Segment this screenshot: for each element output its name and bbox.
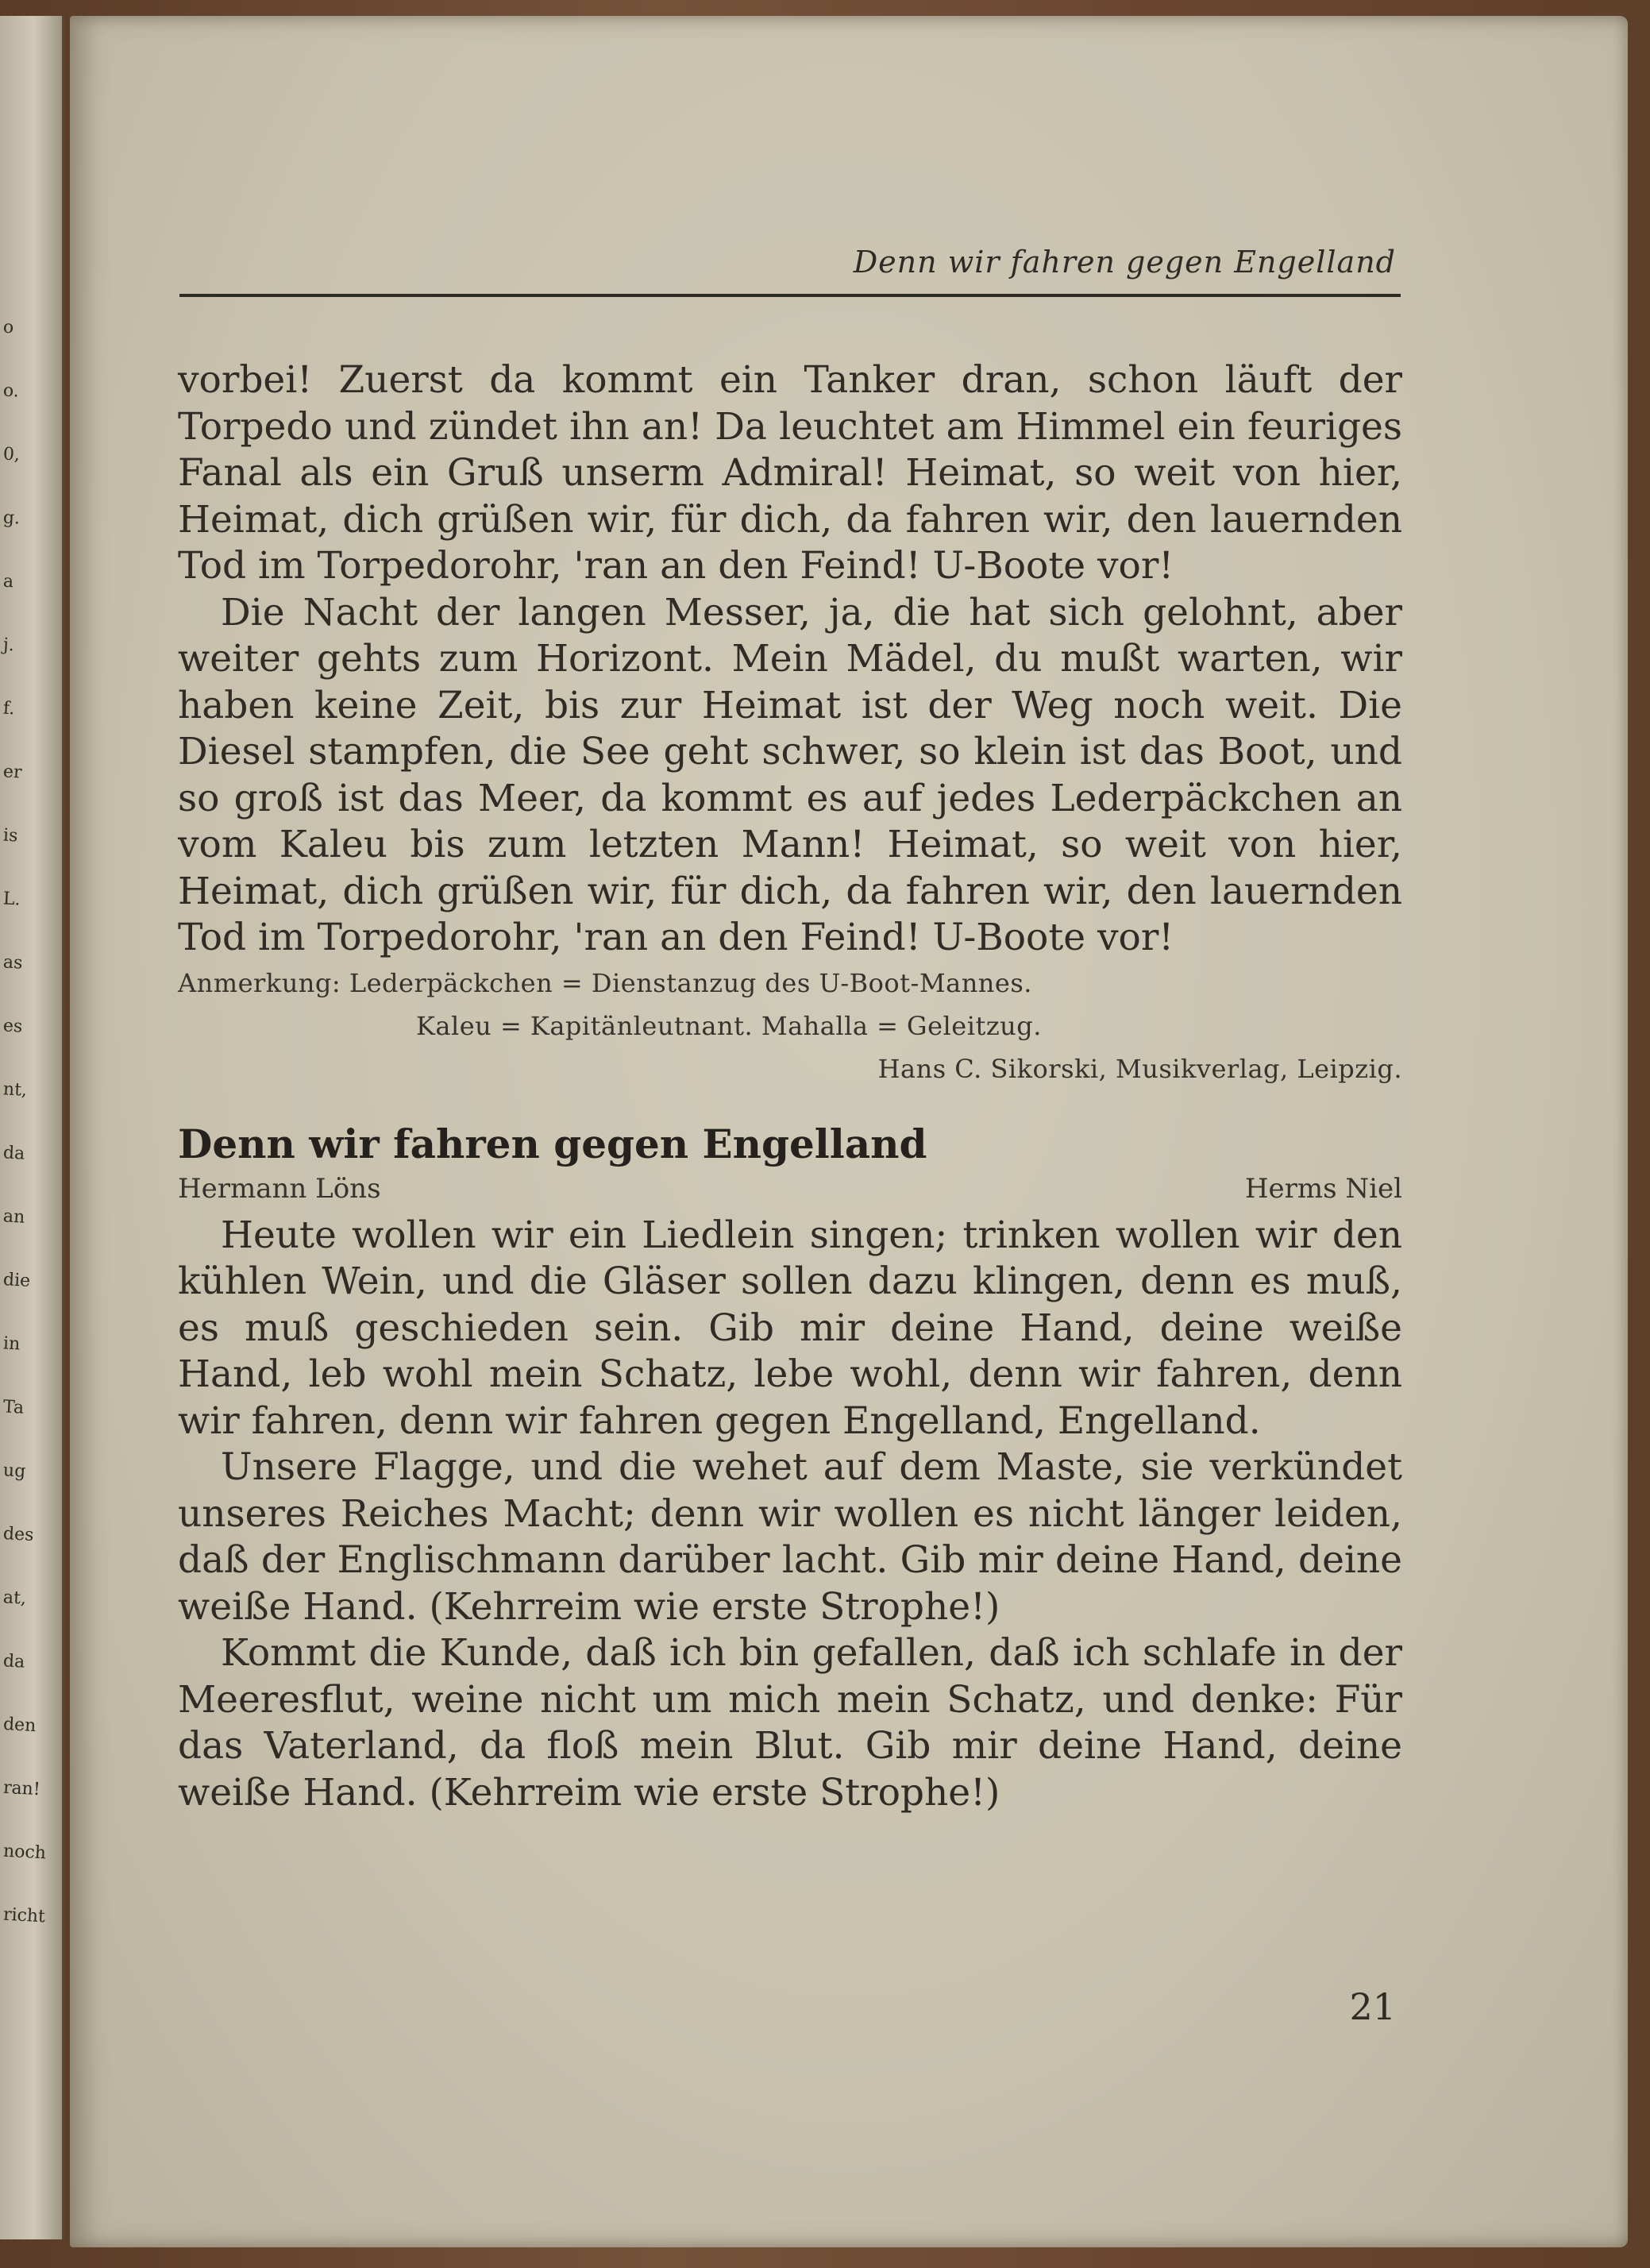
- previous-page-fragment: is: [2, 825, 18, 847]
- footnote: [178, 962, 1402, 1090]
- previous-page-fragment: er: [2, 762, 23, 783]
- previous-page-fragment: da: [2, 1143, 25, 1164]
- previous-page-fragment: da: [2, 1651, 25, 1672]
- previous-page-fragment: a: [2, 571, 14, 592]
- previous-page-fragment: in: [2, 1333, 21, 1355]
- previous-page-fragment: ug: [2, 1460, 26, 1482]
- book-page: [70, 16, 1628, 2247]
- running-head: Denn wir fahren gegen Engelland: [853, 245, 1396, 280]
- composer: Herms Niel: [1244, 1172, 1402, 1205]
- previous-page-fragment: an: [2, 1206, 25, 1228]
- lyricist: Hermann Löns: [178, 1172, 381, 1205]
- stanza-continued: vorbei! Zuerst da kommt ein Tanker dran, schon läuft der Torpedo und zündet ihn an! Da leuchtet am Himmel ein feuriges Fanal als ein Gruß unserm Admiral! Heimat, so weit von hier, Heimat, dich grüßen wir, für dich, da fahren wir, den lauernden Tod im Torpedorohr, 'ran an den Feind! U-Boote vor!: [178, 358, 1402, 588]
- stanza: Die Nacht der langen Messer, ja, die hat sich gelohnt, aber weiter gehts zum Horizont. Mein Mädel, du mußt warten, wir haben keine Zeit, bis zur Heimat ist der Weg noch weit. Die Diesel stampfen, die See geht schwer, so klein ist das Boot, und so groß ist das Meer, da kommt es auf jedes Lederpäckchen an vom Kaleu bis zum letzten Mann! Heimat, so weit von hier, Heimat, dich grüßen wir, für dich, da fahren wir, den lauernden Tod im Torpedorohr, 'ran an den Feind! U-Boote vor!: [178, 590, 1402, 959]
- previous-page-fragment: des: [2, 1524, 35, 1545]
- previous-page-fragment: as: [2, 952, 24, 974]
- page-number: 21: [1349, 1985, 1396, 2028]
- previous-page-fragment: die: [2, 1270, 31, 1291]
- previous-page-edge: [0, 16, 64, 2239]
- previous-page-fragment: g.: [2, 507, 21, 529]
- footnote-line-1: Anmerkung: Lederpäckchen = Dienstanzug des U-Boot-Mannes.: [178, 967, 1032, 998]
- previous-page-fragment: Ta: [2, 1397, 25, 1418]
- header-rule: [179, 294, 1401, 297]
- song-stanza-2: Unsere Flagge, und die wehet auf dem Maste, sie verkündet unseres Reiches Macht; denn wir wollen es nicht länger leiden, daß der Englischmann darüber lacht. Gib mir deine Hand, deine weiße Hand. (Kehrreim wie erste Strophe!): [178, 1445, 1402, 1629]
- previous-page-fragment: ran!: [2, 1777, 41, 1800]
- previous-page-fragment: den: [2, 1714, 37, 1737]
- previous-page-fragment: at,: [2, 1587, 27, 1609]
- footnote-line-2: Kaleu = Kapitänleutnant. Mahalla = Geleitzug.: [416, 1010, 1042, 1041]
- previous-page-fragment: 0,: [2, 444, 21, 465]
- previous-page-fragment: richt: [2, 1904, 46, 1927]
- song-stanza-1: Heute wollen wir ein Liedlein singen; trinken wollen wir den kühlen Wein, und die Gläser sollen dazu klingen, denn es muß, es muß geschieden sein. Gib mir deine Hand, deine weiße Hand, leb wohl mein Schatz, lebe wohl, denn wir fahren, denn wir fahren, denn wir fahren gegen Engelland, Engelland.: [178, 1213, 1402, 1443]
- previous-page-fragment: f.: [2, 698, 16, 719]
- publisher-credit: Hans C. Sikorski, Musikverlag, Leipzig.: [877, 1053, 1402, 1084]
- song-stanza-3: Kommt die Kunde, daß ich bin gefallen, daß ich schlafe in der Meeresflut, weine nicht um mich mein Schatz, und denke: Für das Vaterland, da floß mein Blut. Gib mir deine Hand, deine weiße Hand. (Kehrreim wie erste Strophe!): [178, 1631, 1402, 1815]
- song-title: Denn wir fahren gegen Engelland: [178, 1120, 927, 1167]
- previous-page-fragment: nt,: [2, 1079, 28, 1101]
- previous-page-fragment: j.: [2, 634, 15, 656]
- previous-page-fragment: noch: [2, 1841, 47, 1864]
- page-text: [178, 357, 1402, 1816]
- previous-page-fragment: es: [2, 1016, 23, 1037]
- song-credits: [178, 1170, 1402, 1208]
- previous-page-fragment: L.: [2, 889, 21, 910]
- previous-page-fragment: o.: [2, 380, 20, 402]
- previous-page-fragment: o: [2, 317, 14, 338]
